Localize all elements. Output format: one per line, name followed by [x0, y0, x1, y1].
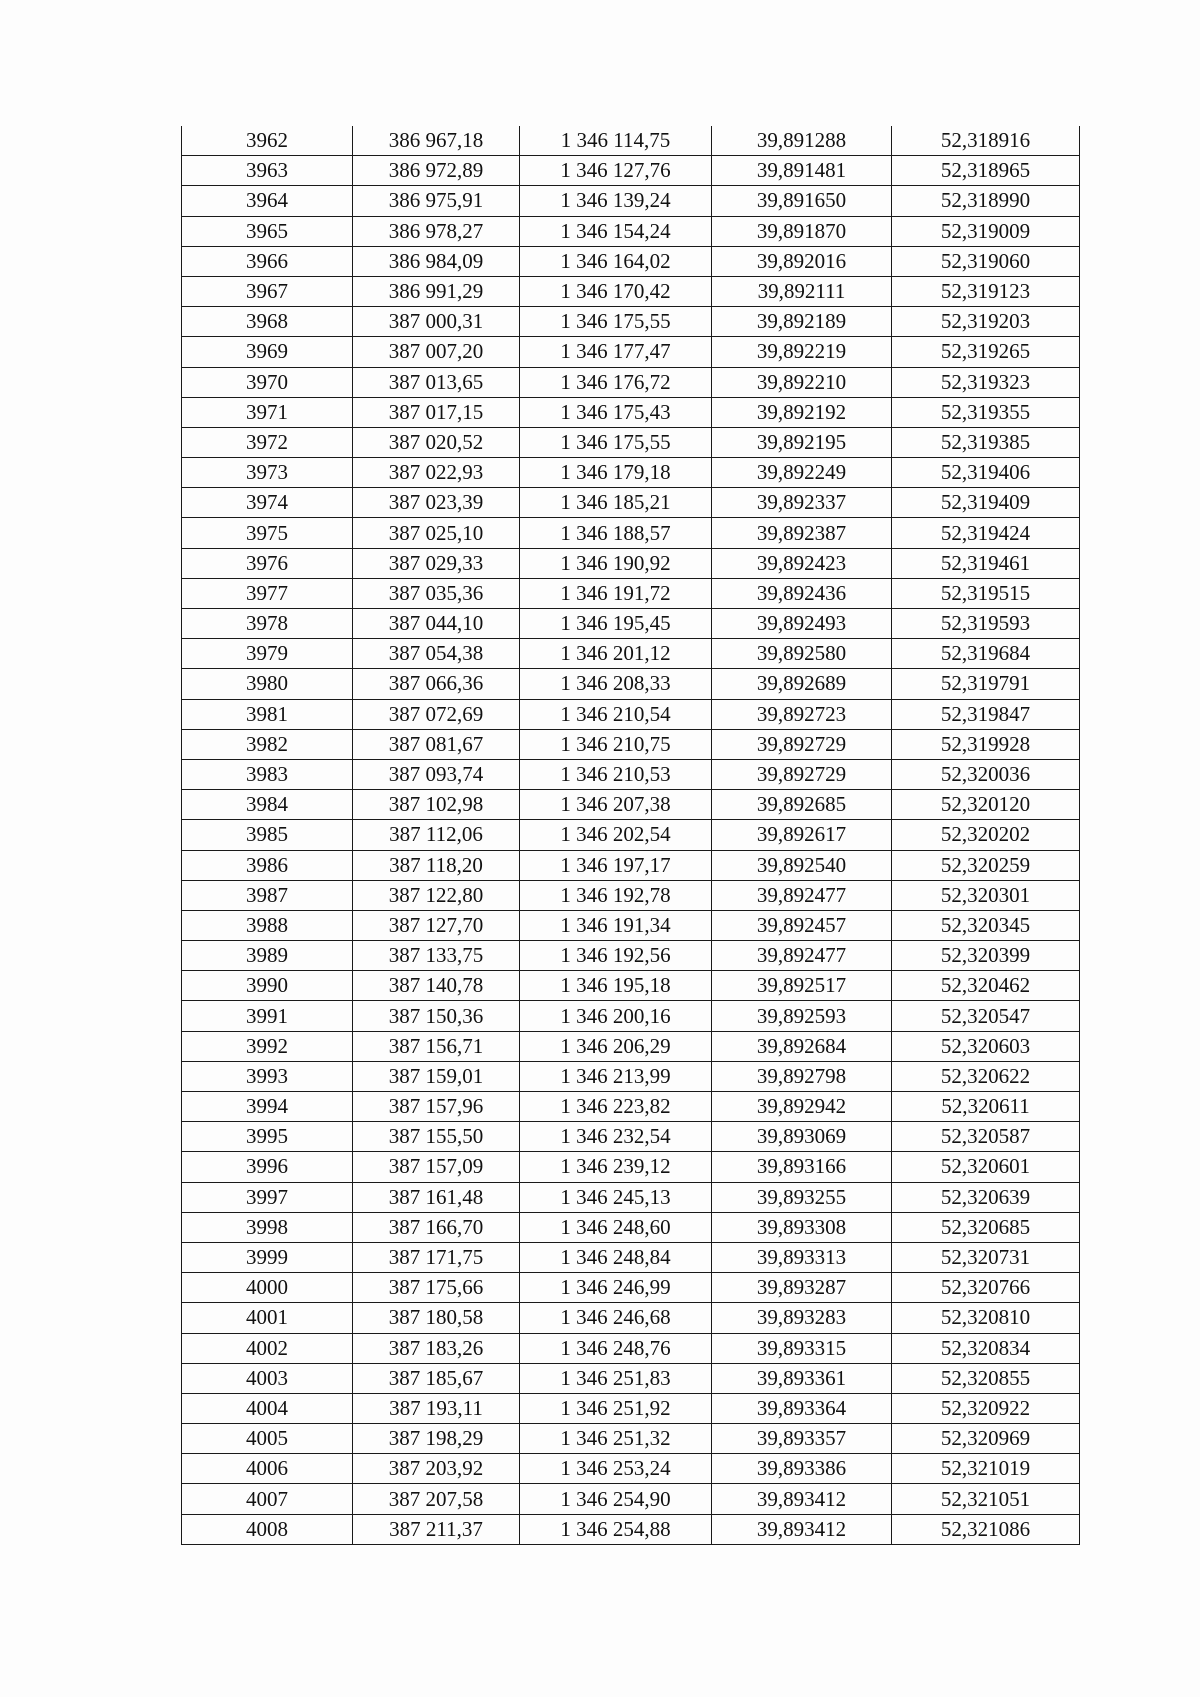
x-coordinate-cell: 387 118,20	[353, 850, 520, 880]
table-row	[182, 156, 1080, 186]
table-row	[182, 1363, 1080, 1393]
latitude-cell: 39,892219	[712, 337, 892, 367]
table-row	[182, 1424, 1080, 1454]
latitude-cell: 39,891870	[712, 216, 892, 246]
longitude-cell: 52,320462	[892, 971, 1080, 1001]
y-coordinate-cell: 1 346 248,76	[520, 1333, 712, 1363]
longitude-cell: 52,320685	[892, 1212, 1080, 1242]
table-row	[182, 941, 1080, 971]
point-number-cell: 3986	[182, 850, 353, 880]
y-coordinate-cell: 1 346 223,82	[520, 1092, 712, 1122]
longitude-cell: 52,320587	[892, 1122, 1080, 1152]
longitude-cell: 52,320603	[892, 1031, 1080, 1061]
longitude-cell: 52,319203	[892, 307, 1080, 337]
latitude-cell: 39,893313	[712, 1242, 892, 1272]
point-number-cell: 4008	[182, 1514, 353, 1544]
y-coordinate-cell: 1 346 210,75	[520, 729, 712, 759]
point-number-cell: 3969	[182, 337, 353, 367]
x-coordinate-cell: 387 072,69	[353, 699, 520, 729]
longitude-cell: 52,320639	[892, 1182, 1080, 1212]
table-row	[182, 729, 1080, 759]
point-number-cell: 3965	[182, 216, 353, 246]
point-number-cell: 3982	[182, 729, 353, 759]
latitude-cell: 39,891288	[712, 126, 892, 156]
y-coordinate-cell: 1 346 175,43	[520, 397, 712, 427]
table-row	[182, 1152, 1080, 1182]
latitude-cell: 39,892798	[712, 1061, 892, 1091]
y-coordinate-cell: 1 346 251,32	[520, 1424, 712, 1454]
table-row	[182, 639, 1080, 669]
latitude-cell: 39,892493	[712, 609, 892, 639]
x-coordinate-cell: 387 156,71	[353, 1031, 520, 1061]
longitude-cell: 52,320622	[892, 1061, 1080, 1091]
y-coordinate-cell: 1 346 154,24	[520, 216, 712, 246]
latitude-cell: 39,892685	[712, 790, 892, 820]
x-coordinate-cell: 387 093,74	[353, 759, 520, 789]
x-coordinate-cell: 387 155,50	[353, 1122, 520, 1152]
x-coordinate-cell: 387 183,26	[353, 1333, 520, 1363]
table-row	[182, 1333, 1080, 1363]
latitude-cell: 39,893361	[712, 1363, 892, 1393]
y-coordinate-cell: 1 346 192,78	[520, 880, 712, 910]
longitude-cell: 52,319928	[892, 729, 1080, 759]
table-row	[182, 1092, 1080, 1122]
table-row	[182, 669, 1080, 699]
x-coordinate-cell: 386 978,27	[353, 216, 520, 246]
table-row	[182, 790, 1080, 820]
table-row	[182, 820, 1080, 850]
y-coordinate-cell: 1 346 191,72	[520, 578, 712, 608]
point-number-cell: 4004	[182, 1393, 353, 1423]
table-row	[182, 1182, 1080, 1212]
latitude-cell: 39,893308	[712, 1212, 892, 1242]
latitude-cell: 39,892477	[712, 880, 892, 910]
latitude-cell: 39,893255	[712, 1182, 892, 1212]
table-row	[182, 488, 1080, 518]
y-coordinate-cell: 1 346 210,53	[520, 759, 712, 789]
longitude-cell: 52,319385	[892, 427, 1080, 457]
point-number-cell: 4003	[182, 1363, 353, 1393]
y-coordinate-cell: 1 346 139,24	[520, 186, 712, 216]
latitude-cell: 39,891650	[712, 186, 892, 216]
point-number-cell: 3995	[182, 1122, 353, 1152]
point-number-cell: 3973	[182, 458, 353, 488]
table-row	[182, 246, 1080, 276]
latitude-cell: 39,893412	[712, 1484, 892, 1514]
point-number-cell: 3976	[182, 548, 353, 578]
point-number-cell: 3977	[182, 578, 353, 608]
longitude-cell: 52,319009	[892, 216, 1080, 246]
longitude-cell: 52,319684	[892, 639, 1080, 669]
table-row	[182, 126, 1080, 156]
y-coordinate-cell: 1 346 195,18	[520, 971, 712, 1001]
longitude-cell: 52,321019	[892, 1454, 1080, 1484]
table-row	[182, 971, 1080, 1001]
longitude-cell: 52,319323	[892, 367, 1080, 397]
y-coordinate-cell: 1 346 175,55	[520, 307, 712, 337]
coordinates-table	[181, 126, 1080, 1545]
point-number-cell: 3981	[182, 699, 353, 729]
x-coordinate-cell: 386 972,89	[353, 156, 520, 186]
point-number-cell: 3984	[182, 790, 353, 820]
y-coordinate-cell: 1 346 170,42	[520, 276, 712, 306]
x-coordinate-cell: 387 044,10	[353, 609, 520, 639]
x-coordinate-cell: 387 000,31	[353, 307, 520, 337]
y-coordinate-cell: 1 346 248,84	[520, 1242, 712, 1272]
point-number-cell: 3966	[182, 246, 353, 276]
table-row	[182, 1514, 1080, 1544]
y-coordinate-cell: 1 346 176,72	[520, 367, 712, 397]
point-number-cell: 3962	[182, 126, 353, 156]
point-number-cell: 4002	[182, 1333, 353, 1363]
y-coordinate-cell: 1 346 207,38	[520, 790, 712, 820]
point-number-cell: 3998	[182, 1212, 353, 1242]
longitude-cell: 52,319406	[892, 458, 1080, 488]
point-number-cell: 4000	[182, 1273, 353, 1303]
table-row	[182, 1242, 1080, 1272]
y-coordinate-cell: 1 346 200,16	[520, 1001, 712, 1031]
point-number-cell: 3978	[182, 609, 353, 639]
point-number-cell: 3999	[182, 1242, 353, 1272]
point-number-cell: 3972	[182, 427, 353, 457]
x-coordinate-cell: 387 081,67	[353, 729, 520, 759]
y-coordinate-cell: 1 346 248,60	[520, 1212, 712, 1242]
longitude-cell: 52,320810	[892, 1303, 1080, 1333]
y-coordinate-cell: 1 346 254,88	[520, 1514, 712, 1544]
latitude-cell: 39,892540	[712, 850, 892, 880]
point-number-cell: 3997	[182, 1182, 353, 1212]
longitude-cell: 52,319847	[892, 699, 1080, 729]
latitude-cell: 39,892729	[712, 729, 892, 759]
table-row	[182, 1393, 1080, 1423]
latitude-cell: 39,892195	[712, 427, 892, 457]
y-coordinate-cell: 1 346 195,45	[520, 609, 712, 639]
latitude-cell: 39,893287	[712, 1273, 892, 1303]
longitude-cell: 52,319060	[892, 246, 1080, 276]
table-row	[182, 759, 1080, 789]
y-coordinate-cell: 1 346 254,90	[520, 1484, 712, 1514]
latitude-cell: 39,892457	[712, 910, 892, 940]
x-coordinate-cell: 387 066,36	[353, 669, 520, 699]
latitude-cell: 39,892016	[712, 246, 892, 276]
table-row	[182, 1061, 1080, 1091]
longitude-cell: 52,320345	[892, 910, 1080, 940]
y-coordinate-cell: 1 346 201,12	[520, 639, 712, 669]
table-row	[182, 1303, 1080, 1333]
point-number-cell: 3971	[182, 397, 353, 427]
longitude-cell: 52,319461	[892, 548, 1080, 578]
x-coordinate-cell: 386 984,09	[353, 246, 520, 276]
y-coordinate-cell: 1 346 164,02	[520, 246, 712, 276]
table-row	[182, 880, 1080, 910]
y-coordinate-cell: 1 346 213,99	[520, 1061, 712, 1091]
y-coordinate-cell: 1 346 179,18	[520, 458, 712, 488]
x-coordinate-cell: 387 150,36	[353, 1001, 520, 1031]
y-coordinate-cell: 1 346 206,29	[520, 1031, 712, 1061]
table-row	[182, 850, 1080, 880]
longitude-cell: 52,320036	[892, 759, 1080, 789]
longitude-cell: 52,320834	[892, 1333, 1080, 1363]
point-number-cell: 3983	[182, 759, 353, 789]
point-number-cell: 3993	[182, 1061, 353, 1091]
x-coordinate-cell: 387 157,09	[353, 1152, 520, 1182]
y-coordinate-cell: 1 346 192,56	[520, 941, 712, 971]
latitude-cell: 39,892210	[712, 367, 892, 397]
longitude-cell: 52,319123	[892, 276, 1080, 306]
latitude-cell: 39,892189	[712, 307, 892, 337]
x-coordinate-cell: 387 198,29	[353, 1424, 520, 1454]
table-row	[182, 910, 1080, 940]
table-row	[182, 1273, 1080, 1303]
y-coordinate-cell: 1 346 127,76	[520, 156, 712, 186]
y-coordinate-cell: 1 346 188,57	[520, 518, 712, 548]
latitude-cell: 39,892249	[712, 458, 892, 488]
latitude-cell: 39,892729	[712, 759, 892, 789]
latitude-cell: 39,892477	[712, 941, 892, 971]
longitude-cell: 52,319409	[892, 488, 1080, 518]
x-coordinate-cell: 387 122,80	[353, 880, 520, 910]
longitude-cell: 52,320855	[892, 1363, 1080, 1393]
y-coordinate-cell: 1 346 114,75	[520, 126, 712, 156]
y-coordinate-cell: 1 346 245,13	[520, 1182, 712, 1212]
x-coordinate-cell: 387 171,75	[353, 1242, 520, 1272]
latitude-cell: 39,892517	[712, 971, 892, 1001]
table-row	[182, 518, 1080, 548]
y-coordinate-cell: 1 346 210,54	[520, 699, 712, 729]
point-number-cell: 3996	[182, 1152, 353, 1182]
x-coordinate-cell: 387 203,92	[353, 1454, 520, 1484]
latitude-cell: 39,892436	[712, 578, 892, 608]
x-coordinate-cell: 387 127,70	[353, 910, 520, 940]
latitude-cell: 39,893357	[712, 1424, 892, 1454]
table-row	[182, 427, 1080, 457]
point-number-cell: 4007	[182, 1484, 353, 1514]
longitude-cell: 52,320120	[892, 790, 1080, 820]
x-coordinate-cell: 387 175,66	[353, 1273, 520, 1303]
table-row	[182, 1454, 1080, 1484]
table-row	[182, 1001, 1080, 1031]
longitude-cell: 52,319265	[892, 337, 1080, 367]
point-number-cell: 3980	[182, 669, 353, 699]
x-coordinate-cell: 387 180,58	[353, 1303, 520, 1333]
x-coordinate-cell: 387 029,33	[353, 548, 520, 578]
latitude-cell: 39,892111	[712, 276, 892, 306]
y-coordinate-cell: 1 346 208,33	[520, 669, 712, 699]
longitude-cell: 52,320601	[892, 1152, 1080, 1182]
table-row	[182, 548, 1080, 578]
longitude-cell: 52,319515	[892, 578, 1080, 608]
x-coordinate-cell: 386 975,91	[353, 186, 520, 216]
point-number-cell: 3968	[182, 307, 353, 337]
latitude-cell: 39,893283	[712, 1303, 892, 1333]
point-number-cell: 3990	[182, 971, 353, 1001]
longitude-cell: 52,319424	[892, 518, 1080, 548]
coordinates-table-body	[182, 126, 1080, 1544]
point-number-cell: 3994	[182, 1092, 353, 1122]
point-number-cell: 3979	[182, 639, 353, 669]
x-coordinate-cell: 387 157,96	[353, 1092, 520, 1122]
latitude-cell: 39,893412	[712, 1514, 892, 1544]
y-coordinate-cell: 1 346 185,21	[520, 488, 712, 518]
y-coordinate-cell: 1 346 177,47	[520, 337, 712, 367]
x-coordinate-cell: 387 112,06	[353, 820, 520, 850]
latitude-cell: 39,892580	[712, 639, 892, 669]
y-coordinate-cell: 1 346 190,92	[520, 548, 712, 578]
latitude-cell: 39,892723	[712, 699, 892, 729]
longitude-cell: 52,320611	[892, 1092, 1080, 1122]
point-number-cell: 4001	[182, 1303, 353, 1333]
point-number-cell: 4005	[182, 1424, 353, 1454]
longitude-cell: 52,320301	[892, 880, 1080, 910]
latitude-cell: 39,892617	[712, 820, 892, 850]
latitude-cell: 39,892337	[712, 488, 892, 518]
latitude-cell: 39,893386	[712, 1454, 892, 1484]
x-coordinate-cell: 386 991,29	[353, 276, 520, 306]
latitude-cell: 39,893069	[712, 1122, 892, 1152]
longitude-cell: 52,319355	[892, 397, 1080, 427]
latitude-cell: 39,892942	[712, 1092, 892, 1122]
table-row	[182, 609, 1080, 639]
x-coordinate-cell: 387 102,98	[353, 790, 520, 820]
latitude-cell: 39,892684	[712, 1031, 892, 1061]
y-coordinate-cell: 1 346 232,54	[520, 1122, 712, 1152]
longitude-cell: 52,321086	[892, 1514, 1080, 1544]
longitude-cell: 52,320259	[892, 850, 1080, 880]
longitude-cell: 52,320766	[892, 1273, 1080, 1303]
point-number-cell: 3992	[182, 1031, 353, 1061]
longitude-cell: 52,320731	[892, 1242, 1080, 1272]
y-coordinate-cell: 1 346 246,68	[520, 1303, 712, 1333]
point-number-cell: 3988	[182, 910, 353, 940]
table-row	[182, 397, 1080, 427]
table-row	[182, 276, 1080, 306]
y-coordinate-cell: 1 346 251,83	[520, 1363, 712, 1393]
x-coordinate-cell: 387 133,75	[353, 941, 520, 971]
latitude-cell: 39,891481	[712, 156, 892, 186]
x-coordinate-cell: 387 185,67	[353, 1363, 520, 1393]
point-number-cell: 3967	[182, 276, 353, 306]
longitude-cell: 52,318990	[892, 186, 1080, 216]
longitude-cell: 52,318916	[892, 126, 1080, 156]
y-coordinate-cell: 1 346 191,34	[520, 910, 712, 940]
x-coordinate-cell: 387 023,39	[353, 488, 520, 518]
x-coordinate-cell: 387 013,65	[353, 367, 520, 397]
latitude-cell: 39,893315	[712, 1333, 892, 1363]
table-row	[182, 578, 1080, 608]
point-number-cell: 3989	[182, 941, 353, 971]
table-row	[182, 699, 1080, 729]
x-coordinate-cell: 387 193,11	[353, 1393, 520, 1423]
latitude-cell: 39,892423	[712, 548, 892, 578]
longitude-cell: 52,320202	[892, 820, 1080, 850]
latitude-cell: 39,893364	[712, 1393, 892, 1423]
point-number-cell: 3974	[182, 488, 353, 518]
longitude-cell: 52,320547	[892, 1001, 1080, 1031]
x-coordinate-cell: 387 007,20	[353, 337, 520, 367]
x-coordinate-cell: 387 159,01	[353, 1061, 520, 1091]
point-number-cell: 3985	[182, 820, 353, 850]
table-row	[182, 1484, 1080, 1514]
longitude-cell: 52,320399	[892, 941, 1080, 971]
longitude-cell: 52,319791	[892, 669, 1080, 699]
x-coordinate-cell: 387 020,52	[353, 427, 520, 457]
y-coordinate-cell: 1 346 253,24	[520, 1454, 712, 1484]
y-coordinate-cell: 1 346 175,55	[520, 427, 712, 457]
y-coordinate-cell: 1 346 246,99	[520, 1273, 712, 1303]
y-coordinate-cell: 1 346 239,12	[520, 1152, 712, 1182]
x-coordinate-cell: 387 054,38	[353, 639, 520, 669]
table-row	[182, 216, 1080, 246]
table-row	[182, 1212, 1080, 1242]
longitude-cell: 52,321051	[892, 1484, 1080, 1514]
table-row	[182, 367, 1080, 397]
point-number-cell: 3987	[182, 880, 353, 910]
x-coordinate-cell: 387 207,58	[353, 1484, 520, 1514]
x-coordinate-cell: 387 022,93	[353, 458, 520, 488]
table-row	[182, 337, 1080, 367]
x-coordinate-cell: 386 967,18	[353, 126, 520, 156]
table-row	[182, 1122, 1080, 1152]
x-coordinate-cell: 387 211,37	[353, 1514, 520, 1544]
point-number-cell: 3963	[182, 156, 353, 186]
table-row	[182, 1031, 1080, 1061]
latitude-cell: 39,893166	[712, 1152, 892, 1182]
x-coordinate-cell: 387 017,15	[353, 397, 520, 427]
table-row	[182, 307, 1080, 337]
point-number-cell: 3975	[182, 518, 353, 548]
point-number-cell: 3970	[182, 367, 353, 397]
x-coordinate-cell: 387 140,78	[353, 971, 520, 1001]
table-row	[182, 458, 1080, 488]
point-number-cell: 4006	[182, 1454, 353, 1484]
point-number-cell: 3991	[182, 1001, 353, 1031]
y-coordinate-cell: 1 346 197,17	[520, 850, 712, 880]
longitude-cell: 52,319593	[892, 609, 1080, 639]
longitude-cell: 52,320922	[892, 1393, 1080, 1423]
longitude-cell: 52,318965	[892, 156, 1080, 186]
table-row	[182, 186, 1080, 216]
latitude-cell: 39,892387	[712, 518, 892, 548]
latitude-cell: 39,892192	[712, 397, 892, 427]
point-number-cell: 3964	[182, 186, 353, 216]
x-coordinate-cell: 387 161,48	[353, 1182, 520, 1212]
x-coordinate-cell: 387 166,70	[353, 1212, 520, 1242]
x-coordinate-cell: 387 035,36	[353, 578, 520, 608]
longitude-cell: 52,320969	[892, 1424, 1080, 1454]
latitude-cell: 39,892593	[712, 1001, 892, 1031]
y-coordinate-cell: 1 346 202,54	[520, 820, 712, 850]
y-coordinate-cell: 1 346 251,92	[520, 1393, 712, 1423]
latitude-cell: 39,892689	[712, 669, 892, 699]
x-coordinate-cell: 387 025,10	[353, 518, 520, 548]
